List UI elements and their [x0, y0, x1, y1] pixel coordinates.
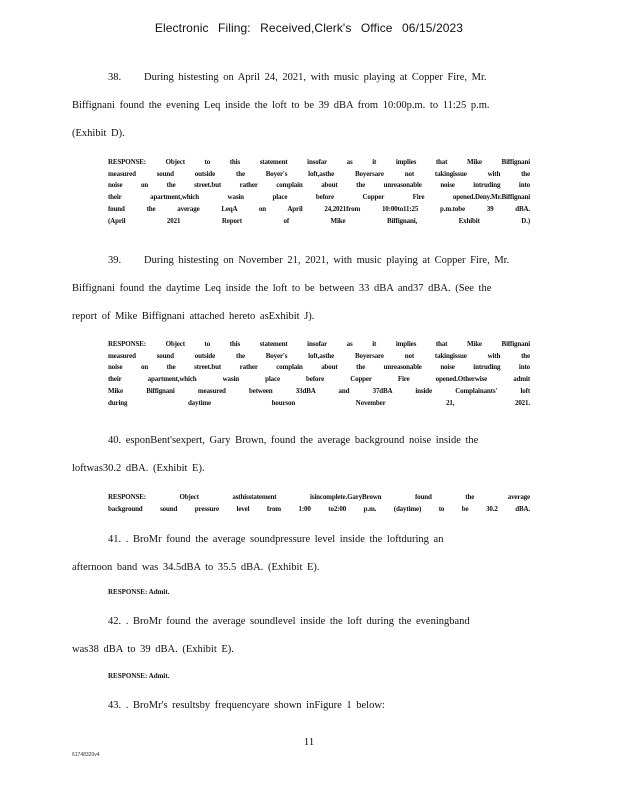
paragraph-line	[72, 608, 534, 636]
document-id: 61748320v4	[72, 752, 100, 758]
paragraph-number: 43.	[108, 700, 122, 711]
response-line: measured sound outside the Boyer's loft,asthe Boyersare not takingissue with the	[108, 169, 530, 178]
paragraph-number: 42.	[108, 616, 122, 627]
page-number: 11	[303, 736, 315, 748]
response-line: noise on the street.but rather complain about the unreasonable noise intruding into	[108, 181, 530, 190]
response-block-38	[108, 157, 530, 227]
response-line: during daytime hourson November 21, 2021.	[108, 398, 530, 407]
paragraph-number: 38.	[108, 72, 122, 83]
paragraph-text: During histesting on April 24, 2021, with music playing at Copper Fire, Mr.	[144, 72, 487, 83]
paragraph-line	[72, 64, 534, 92]
response-line: background sound pressure level from 1:00 to2:00 p.m. (daytime) to be 30.2 dBA.	[108, 504, 530, 513]
response-block-39	[108, 339, 530, 409]
response-line: RESPONSE: Object to this statement insofar as it implies that Mike Biffignani	[108, 158, 530, 166]
response-line: measured sound outside the Boyer's loft,asthe Boyersare not takingissue with the	[108, 351, 530, 360]
paragraph-41	[72, 526, 534, 582]
paragraph-text: . BroMr found the average soundpressure level inside the loftduring an	[125, 534, 444, 545]
paragraph-line: was38 dBA to 39 dBA. (Exhibit E).	[72, 644, 234, 655]
paragraph-40	[72, 427, 534, 483]
response-block-42: RESPONSE: Admit.	[108, 672, 170, 680]
response-line: (April 2021 Report of Mike Biffignani, Exhibit D.)	[108, 216, 530, 225]
paragraph-line: Biffignani found the daytime Leq inside the loft to be between 33 dBA and37 dBA. (See the	[72, 283, 492, 294]
response-block-40	[108, 492, 530, 515]
paragraph-39	[72, 247, 534, 331]
paragraph-text: . BroMr's resultsby frequencyare shown inFigure 1 below:	[125, 700, 385, 711]
paragraph-42	[72, 608, 534, 664]
response-line: noise on the street.but rather complain about the unreasonable noise intruding into	[108, 363, 530, 372]
paragraph-text: esponBent'sexpert, Gary Brown, found the average background noise inside the	[125, 435, 479, 446]
response-line: found the average LeqA on April 24,2021from 10:00to11:25 p.m.tobe 39 dBA.	[108, 204, 530, 213]
paragraph-line: (Exhibit D).	[72, 128, 125, 139]
response-line: their apartment,which wasin place before Copper Fire opened.Deny.Mr.Biffignani	[108, 193, 530, 202]
paragraph-43	[72, 692, 534, 720]
paragraph-line	[72, 526, 534, 554]
response-line: RESPONSE: Object asthisstatement isincomplete.GaryBrown found the average	[108, 493, 530, 501]
paragraph-38	[72, 64, 534, 148]
paragraph-line: report of Mike Biffignani attached hereto asExhibit J).	[72, 311, 315, 322]
paragraph-text: During histesting on November 21, 2021, with music playing at Copper Fire, Mr.	[144, 255, 510, 266]
response-block-41: RESPONSE: Admit.	[108, 588, 170, 596]
response-line: Mike Biffignani measured between 33dBA and 37dBA inside Complainants' loft	[108, 386, 530, 395]
paragraph-line: Biffignani found the evening Leq inside the loft to be 39 dBA from 10:00p.m. to 11:25 p.m.	[72, 100, 490, 111]
paragraph-line	[72, 247, 534, 275]
response-line: RESPONSE: Object to this statement insofar as it implies that Mike Biffignani	[108, 340, 530, 348]
paragraph-line	[72, 427, 534, 455]
paragraph-line: afternoon band was 34.5dBA to 35.5 dBA. (Exhibit E).	[72, 562, 320, 573]
filing-stamp-header: Electronic Filing: Received,Clerk's Office 06/15/2023	[154, 21, 464, 35]
paragraph-number: 41.	[108, 534, 122, 545]
response-line: their apartment,which wasin place before Copper Fire opened.Otherwise admit	[108, 375, 530, 384]
paragraph-text: . BroMr found the average soundlevel inside the loft during the eveningband	[125, 616, 470, 627]
paragraph-line	[72, 692, 534, 720]
paragraph-line: loftwas30.2 dBA. (Exhibit E).	[72, 463, 205, 474]
paragraph-number: 39.	[108, 255, 122, 266]
paragraph-number: 40.	[108, 435, 122, 446]
